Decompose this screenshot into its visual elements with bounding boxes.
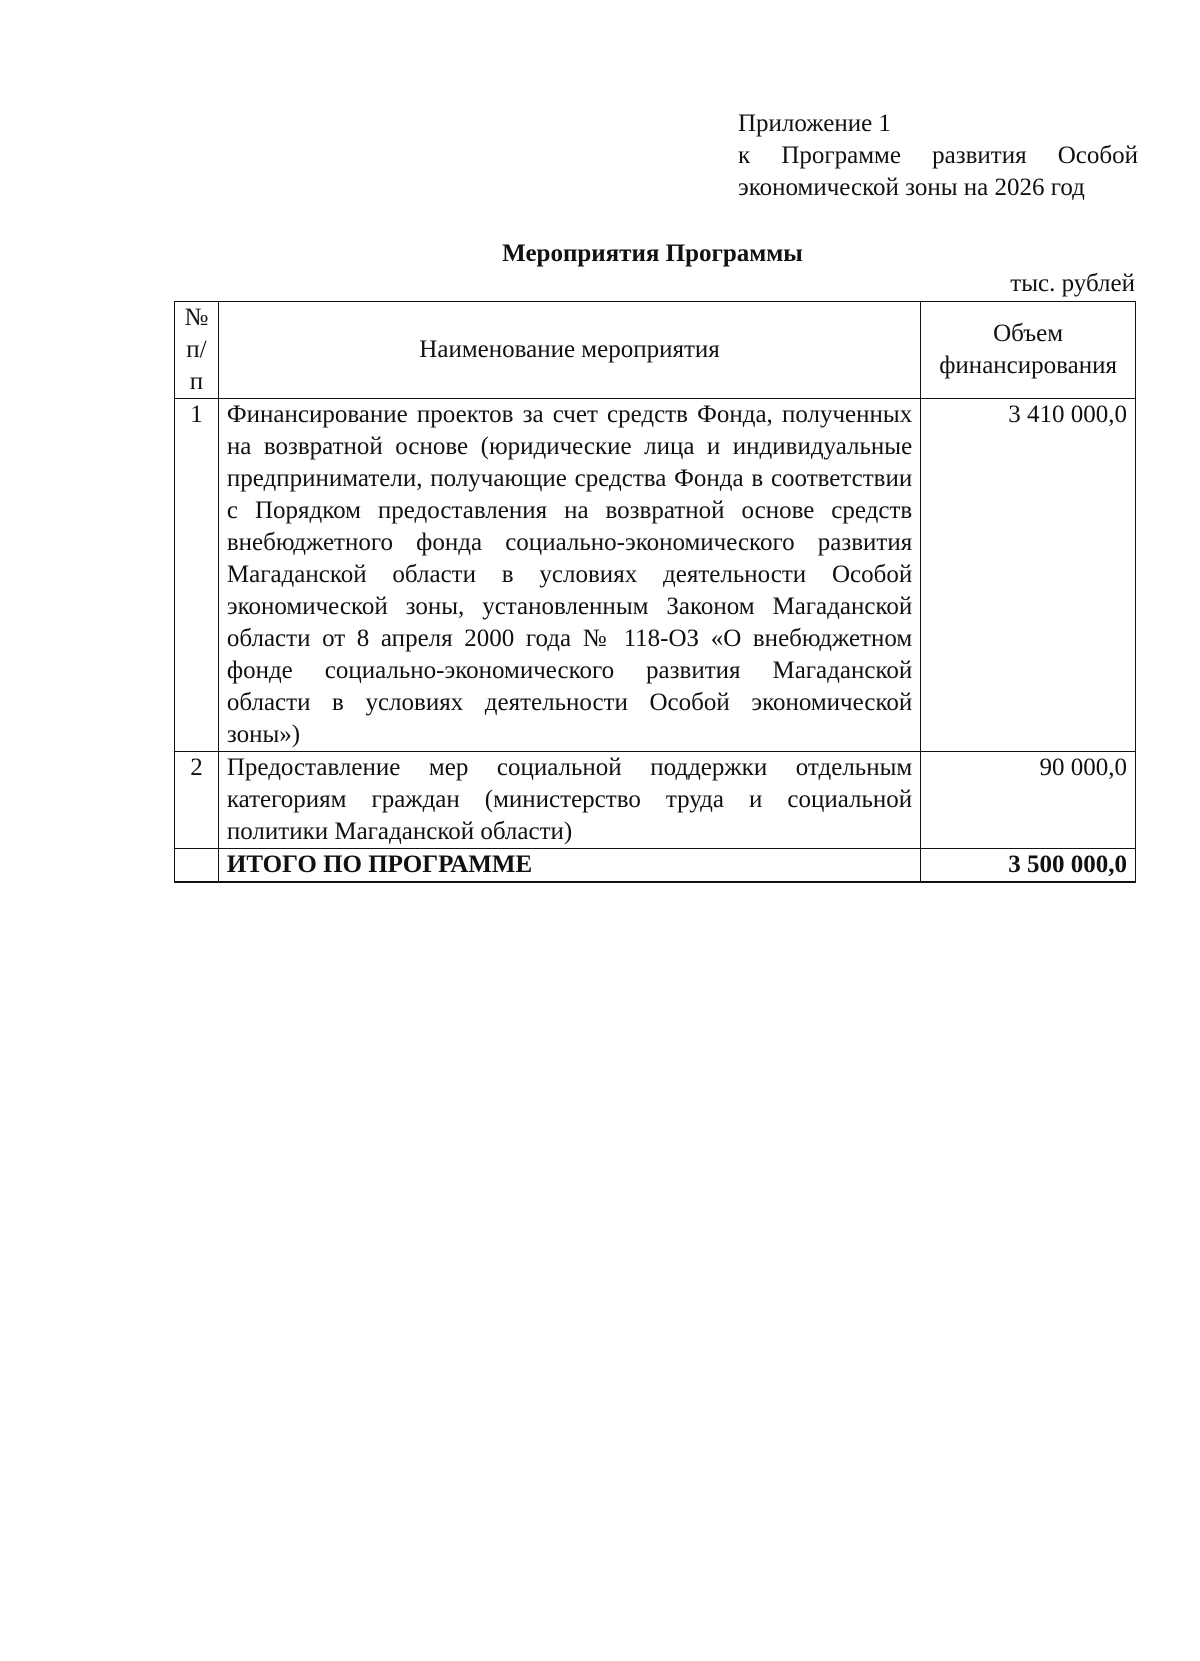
attachment-word: развития — [932, 142, 1027, 169]
total-number-empty — [175, 849, 219, 883]
header-number — [175, 302, 219, 399]
attachment-line-2 — [738, 140, 1138, 172]
row-amount: 3 410 000,0 — [921, 399, 1136, 752]
measures-table — [174, 301, 1136, 883]
row-number: 1 — [175, 399, 219, 752]
total-row — [175, 849, 1136, 883]
total-amount: 3 500 000,0 — [921, 849, 1136, 883]
attachment-word: Программе — [781, 142, 901, 169]
header-amount-line-2: финансирования — [939, 352, 1117, 379]
attachment-note — [738, 108, 1138, 204]
row-name: Финансирование проектов за счет средств Фонда, полученных на возвратной основе (юридические лица и индивидуальные предприниматели, получающие средства Фонда в соответствии с Порядком предоставления на возвратной основе средств внебюджетного фонда социально-экономического развития Магаданской области в условиях деятельности Особой экономической зоны, установленным Законом Магаданской области от 8 апреля 2000 года № 118-ОЗ «О внебюджетном фонде социально-экономического развития Магаданской области в условиях деятельности Особой экономической зоны») — [218, 399, 920, 752]
header-number-line-2: п/п — [186, 336, 207, 395]
unit-label: тыс. рублей — [1010, 270, 1135, 297]
row-amount: 90 000,0 — [921, 752, 1136, 849]
attachment-line-3: экономической зоны на 2026 год — [738, 174, 1085, 201]
row-number: 2 — [175, 752, 219, 849]
table-row — [175, 752, 1136, 849]
attachment-word: Особой — [1057, 142, 1138, 169]
attachment-word: к — [738, 142, 751, 169]
header-number-line-1: № — [184, 304, 209, 331]
row-name: Предоставление мер социальной поддержки отдельным категориям граждан (министерство труда и социальной политики Магаданской области) — [218, 752, 920, 849]
total-label: ИТОГО ПО ПРОГРАММЕ — [218, 849, 920, 883]
table-header-row — [175, 302, 1136, 399]
attachment-line-1: Приложение 1 — [738, 110, 891, 137]
header-amount-line-1: Объем — [993, 320, 1064, 347]
table-row — [175, 399, 1136, 752]
header-name: Наименование мероприятия — [218, 302, 920, 399]
header-amount — [921, 302, 1136, 399]
document-title: Мероприятия Программы — [502, 240, 803, 267]
